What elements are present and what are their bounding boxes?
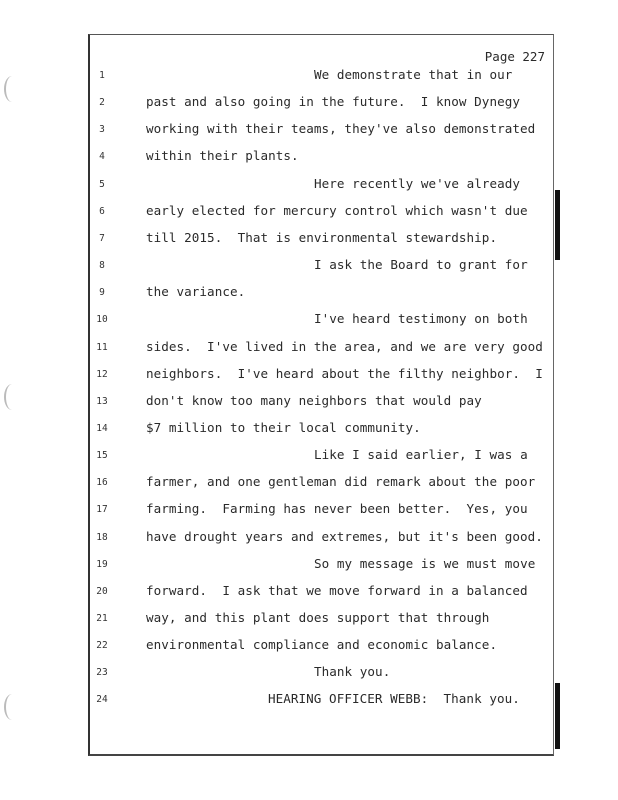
- line-number: 24: [96, 694, 108, 706]
- transcript-line: [0, 257, 618, 284]
- transcript-line: [0, 67, 618, 94]
- line-number: 13: [96, 395, 108, 407]
- line-text: HEARING OFFICER WEBB: Thank you.: [268, 691, 520, 707]
- transcript-line: [0, 366, 618, 393]
- line-text: I've heard testimony on both: [314, 311, 528, 327]
- line-number: 2: [99, 97, 105, 109]
- line-text: till 2015. That is environmental stewardship.: [146, 229, 498, 245]
- transcript-line: [0, 610, 618, 637]
- transcript-line: [0, 176, 618, 203]
- transcript-line: [0, 691, 618, 718]
- transcript-line: [0, 556, 618, 583]
- line-text: neighbors. I've heard about the filthy neighbor. I: [146, 365, 543, 381]
- line-text: have drought years and extremes, but it's been good.: [146, 528, 543, 544]
- line-number: 18: [96, 531, 108, 543]
- line-text: farming. Farming has never been better. Yes, you: [146, 501, 528, 517]
- line-text: Here recently we've already: [314, 175, 521, 191]
- transcript-line: [0, 311, 618, 338]
- transcript-line: [0, 529, 618, 556]
- line-number: 8: [99, 260, 105, 272]
- transcript-line: [0, 203, 618, 230]
- line-text: I ask the Board to grant for: [314, 257, 528, 273]
- line-text: farmer, and one gentleman did remark about the poor: [146, 474, 536, 490]
- line-number: 17: [96, 504, 108, 516]
- line-number: 19: [96, 558, 108, 570]
- line-text: sides. I've lived in the area, and we are very good: [146, 338, 543, 354]
- line-number: 7: [99, 232, 105, 244]
- line-number: 23: [96, 667, 108, 679]
- line-number: 5: [99, 178, 105, 190]
- transcript-line: [0, 583, 618, 610]
- transcript-line: [0, 501, 618, 528]
- line-number: 12: [96, 368, 108, 380]
- line-text: We demonstrate that in our: [314, 67, 513, 82]
- line-text: way, and this plant does support that through: [146, 610, 490, 625]
- transcript-line: [0, 474, 618, 501]
- line-text: working with their teams, they've also demonstrated: [146, 121, 536, 137]
- transcript-line: [0, 94, 618, 121]
- line-text: So my message is we must move: [314, 555, 536, 571]
- line-text: within their plants.: [146, 148, 299, 164]
- transcript-line: [0, 447, 618, 474]
- line-number: 9: [99, 287, 105, 299]
- line-text: Thank you.: [314, 664, 391, 680]
- transcript-line: [0, 393, 618, 420]
- line-text: $7 million to their local community.: [146, 419, 421, 435]
- line-number: 20: [96, 585, 108, 597]
- line-text: the variance.: [146, 284, 246, 300]
- line-number: 16: [96, 477, 108, 489]
- line-number: 11: [96, 341, 108, 353]
- transcript-line: [0, 664, 618, 691]
- line-number: 10: [96, 314, 108, 326]
- transcript-line: [0, 230, 618, 257]
- transcript-line: [0, 284, 618, 311]
- transcript-line: [0, 148, 618, 175]
- line-text: don't know too many neighbors that would pay: [146, 392, 482, 408]
- line-number: 3: [99, 124, 105, 136]
- line-text: forward. I ask that we move forward in a balanced: [146, 582, 528, 598]
- line-text: Like I said earlier, I was a: [314, 447, 528, 463]
- line-number: 4: [99, 151, 105, 163]
- transcript-line: [0, 121, 618, 148]
- line-text: environmental compliance and economic balance.: [146, 637, 498, 653]
- line-number: 1: [99, 70, 105, 81]
- line-number: 14: [96, 422, 108, 434]
- line-number: 22: [96, 640, 108, 652]
- line-text: past and also going in the future. I know Dynegy: [146, 94, 520, 110]
- line-number: 6: [99, 205, 105, 217]
- transcript-line: [0, 637, 618, 664]
- line-text: early elected for mercury control which wasn't due: [146, 202, 528, 218]
- line-number: 21: [96, 613, 108, 624]
- transcript-line: [0, 339, 618, 366]
- transcript-line: [0, 420, 618, 447]
- line-number: 15: [96, 450, 108, 462]
- page-number: Page 227: [484, 49, 545, 64]
